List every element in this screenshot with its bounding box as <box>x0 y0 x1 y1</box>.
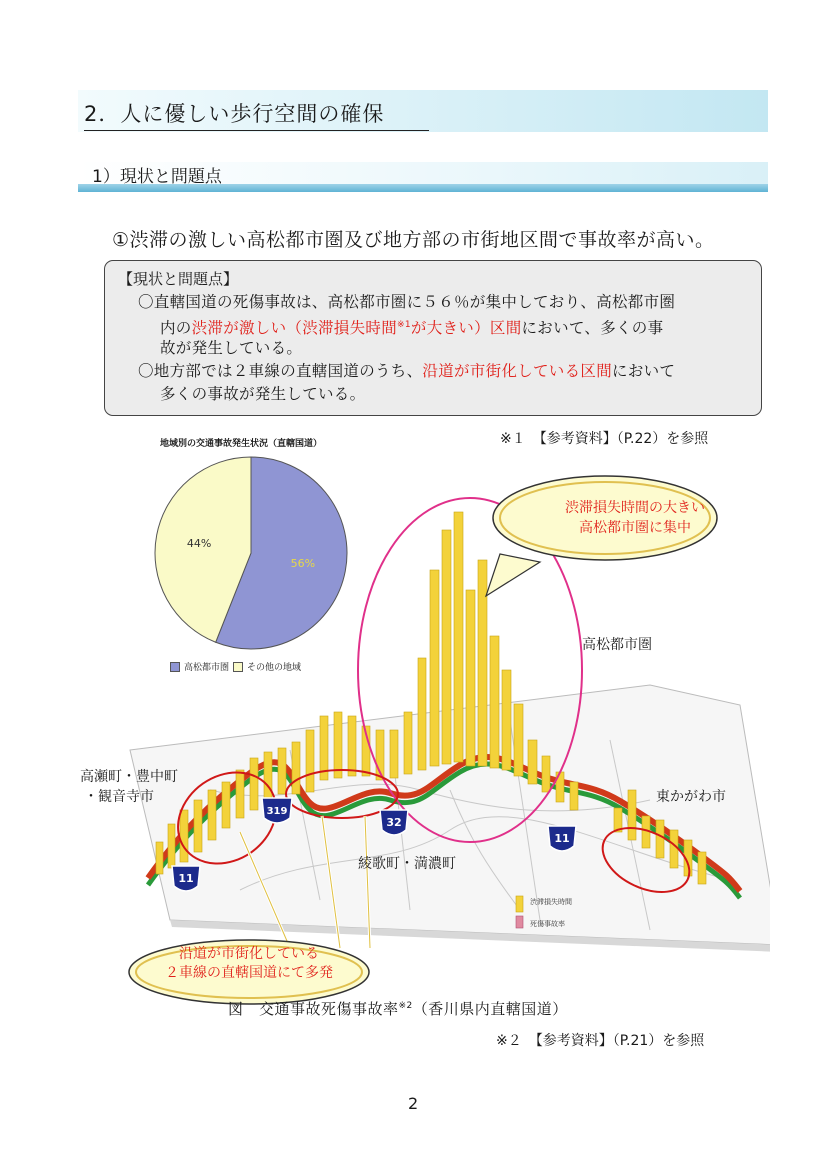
callout-top-line: 高松都市圏に集中 <box>579 520 691 536</box>
pie-value-label: 44% <box>186 537 212 551</box>
key-point: ①渋滞の激しい高松都市圏及び地方部の市街地区間で事故率が高い。 <box>112 229 715 251</box>
pie-title: 地域別の交通事故発生状況（直轄国道） <box>160 439 323 449</box>
issues-line: 多くの事故が発生している。 <box>160 385 366 403</box>
subsection-title: 1）現状と問題点 <box>92 167 222 187</box>
issues-highlight: が大きい）区間 <box>410 319 522 338</box>
legend-label: その他の地域 <box>247 663 302 673</box>
label-takase: 高瀬町・豊中町 <box>80 769 178 785</box>
issues-box-title: 【現状と問題点】 <box>118 270 239 288</box>
label-higashikagawa: 東かがわ市 <box>656 789 726 805</box>
callout-top-line: 渋滞損失時間の大きい <box>565 500 705 516</box>
figure-caption <box>228 998 568 1019</box>
issues-text: において <box>612 362 676 380</box>
route-number: 32 <box>386 816 402 829</box>
footnote-ref: ※2 <box>398 1001 413 1011</box>
issues-line <box>160 315 663 339</box>
issues-highlight: 渋滞が激しい（渋滞損失時間 <box>191 319 398 338</box>
map-legend-label: 死傷事故率 <box>530 920 565 928</box>
issues-text: 〇地方部では２車線の直轄国道のうち、 <box>138 362 423 380</box>
page-number: 2 <box>408 1094 419 1113</box>
issues-text: において、多くの事 <box>521 319 664 338</box>
reference-note: ※１ 【参考資料】（P.22）を参照 <box>500 431 709 447</box>
legend-swatch-congestion <box>516 896 523 912</box>
footnote-ref: ※1 <box>397 320 411 330</box>
issues-line <box>138 361 675 382</box>
issues-text: 内の <box>160 319 192 338</box>
callout-bottom-line: 沿道が市街化している <box>179 946 319 962</box>
issues-highlight: 沿道が市街化している区間 <box>422 362 613 380</box>
pie-value-label: 56% <box>290 556 316 570</box>
label-ayauta: 綾歌町・満濃町 <box>358 856 456 872</box>
reference-note: ※２ 【参考資料】（P.21）を参照 <box>496 1033 705 1049</box>
caption-text: 図 交通事故死傷事故率 <box>228 1000 399 1018</box>
callout-bottom-line: ２車線の直轄国道にて多発 <box>165 965 333 981</box>
section-title: 2．人に優しい歩行空間の確保 <box>84 98 429 131</box>
caption-tail: （香川県内直轄国道） <box>412 1000 568 1018</box>
issues-line: 故が発生している。 <box>160 339 303 357</box>
label-takamatsu: 高松都市圏 <box>582 637 652 653</box>
label-kanonji: ・観音寺市 <box>84 789 154 805</box>
route-number: 319 <box>266 806 288 817</box>
map-legend-label: 渋滞損失時間 <box>530 898 572 906</box>
issues-line: 〇直轄国道の死傷事故は、高松都市圏に５６％が集中しており、高松都市圏 <box>138 293 676 311</box>
legend-swatch-rate <box>516 916 523 928</box>
route-number: 11 <box>554 832 570 845</box>
route-number: 11 <box>178 872 194 885</box>
legend-label: 高松都市圏 <box>184 663 230 673</box>
